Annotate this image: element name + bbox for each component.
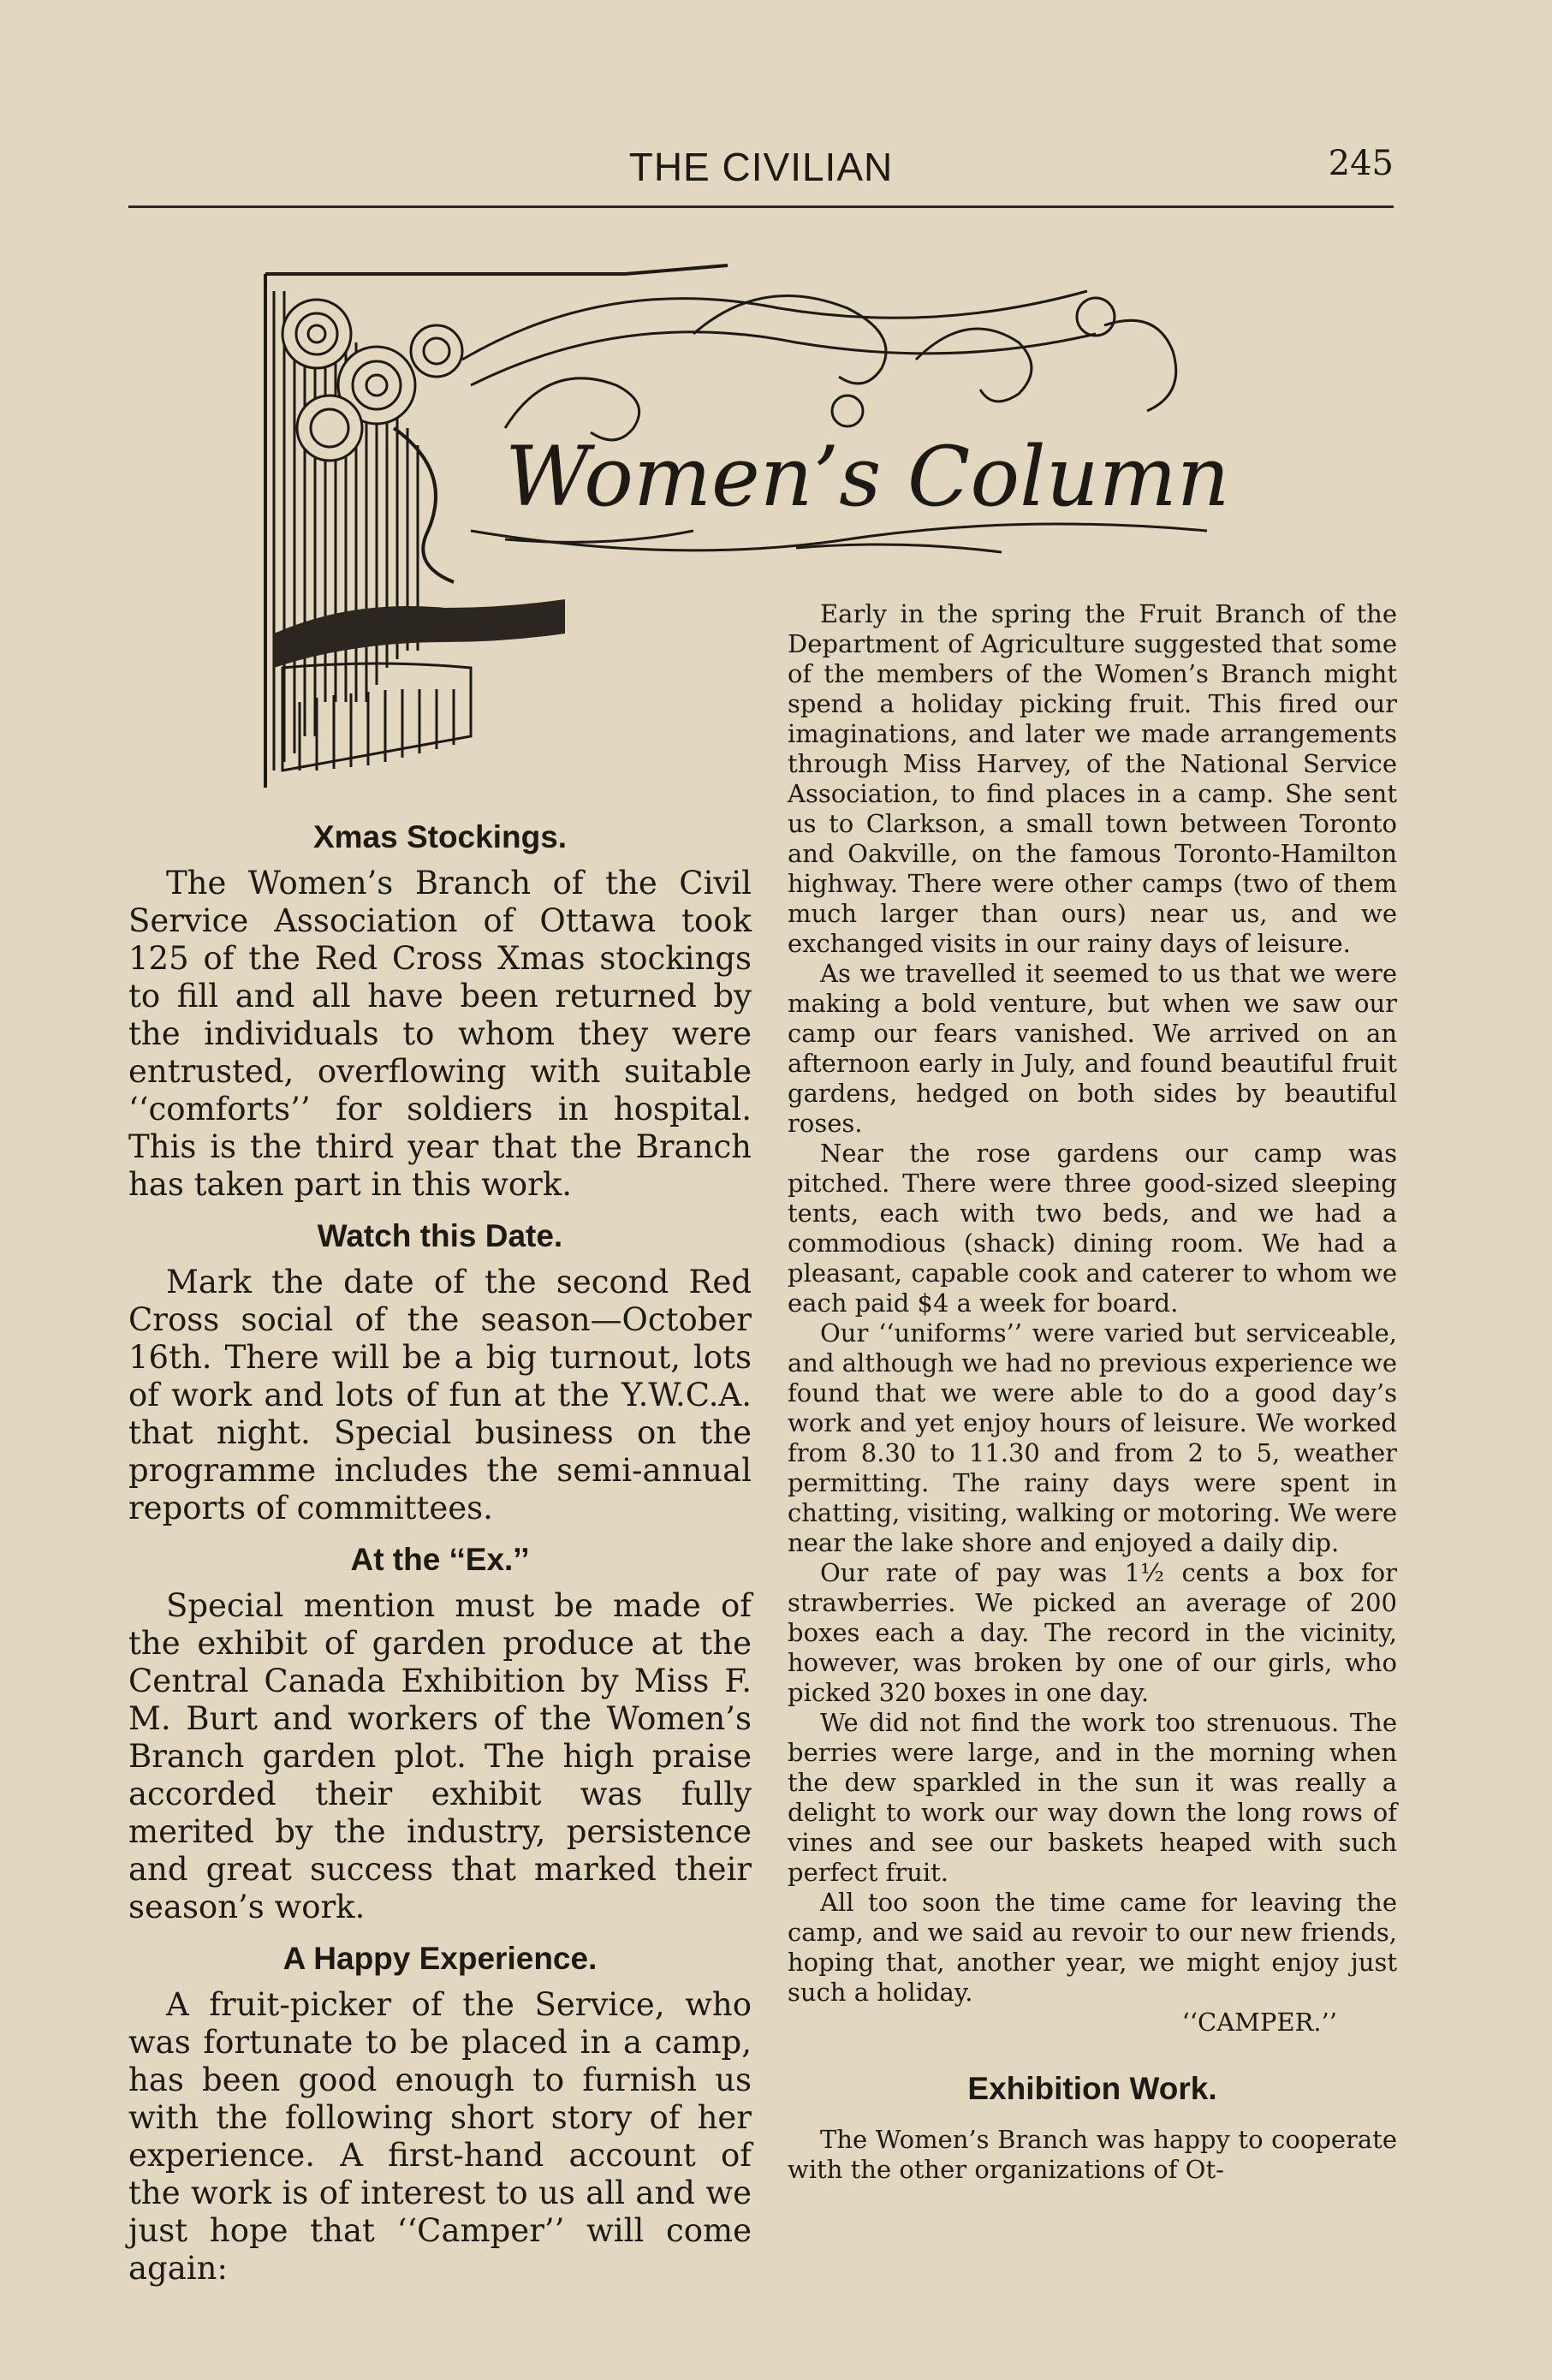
- paragraph-camper-5: Our rate of pay was 1½ cents a box for strawberries. We picked an average of 200 boxes each a day. The record in the vicinity, however, was broken by one of our girls, who picked 320 boxes in one day.: [788, 1558, 1397, 1707]
- banner-title-lettering: Women’s Column: [505, 429, 1230, 525]
- paragraph-camper-7: All too soon the time came for leaving the camp, and we said au revoir to our new friends, hoping that, another year, we might enjoy just such a holiday.: [788, 1888, 1397, 2007]
- heading-watch-this-date: Watch this Date.: [317, 1218, 563, 1253]
- left-column: [128, 805, 752, 2288]
- paragraph-exhibition-work: The Women’s Branch was happy to cooperate with the other organizations of Ot-: [788, 2125, 1397, 2184]
- paragraph-watch-this-date: Mark the date of the second Red Cross social of the season—October 16th. There will be a big turnout, lots of work and lots of fun at the Y.W.C.A. that night. Special business on the programme includes the semi-annual reports of committees.: [128, 1264, 752, 1526]
- running-title: THE CIVILIAN: [628, 145, 894, 189]
- right-column: [788, 599, 1397, 2185]
- heading-happy-experience: A Happy Experience.: [282, 1941, 598, 1976]
- heading-exhibition-work: Exhibition Work.: [967, 2071, 1217, 2106]
- heading-at-the-ex: At the ‘‘Ex.’’: [350, 1542, 530, 1577]
- page-number: 245: [1328, 144, 1394, 183]
- header-rule: [128, 205, 1394, 208]
- paragraph-happy-experience: A fruit-picker of the Service, who was fortunate to be placed in a camp, has been good enough to furnish us with the following short story of her experience. A first-hand account of the work is of interest to us all and we just hope that ‘‘Camper’’ will come again:: [128, 1986, 752, 2287]
- paragraph-xmas-stockings: The Women’s Branch of the Civil Service Association of Ottawa took 125 of the Red Cross Xmas stockings to fill and all have been returned by the individuals to whom they were entrusted, overflowing with suitable ‘‘comforts’’ for soldiers in hospital. This is the third year that the Branch has taken part in this work.: [128, 865, 752, 1203]
- paragraph-camper-4: Our ‘‘uniforms’’ were varied but serviceable, and although we had no previous experience we found that we were able to do a good day’s work and yet enjoy hours of leisure. We worked from 8.30 to 11.30 and from 2 to 5, weather permitting. The rainy days were spent in chatting, visiting, walking or motoring. We were near the lake shore and enjoyed a daily dip.: [788, 1318, 1397, 1557]
- paragraph-camper-2: As we travelled it seemed to us that we were making a bold venture, but when we saw our camp our fears vanished. We arrived on an afternoon early in July, and found beautiful fruit gardens, hedged on both sides by beautiful roses.: [788, 959, 1397, 1138]
- paragraph-camper-1: Early in the spring the Fruit Branch of the Department of Agriculture suggested that some of the members of the Women’s Branch might spend a holiday picking fruit. This fired our imaginations, and later we made arrangements through Miss Harvey, of the National Service Association, to find places in a camp. She sent us to Clarkson, a small town between Toronto and Oakville, on the famous Toronto-Hamilton highway. There were other camps (two of them much larger than ours) near us, and we exchanged visits in our rainy days of leisure.: [788, 599, 1397, 958]
- paragraph-at-the-ex: Special mention must be made of the exhibit of garden produce at the Central Canada Exhibition by Miss F. M. Burt and workers of the Women’s Branch garden plot. The high praise accorded their exhibit was fully merited by the industry, persistence and great success that marked their season’s work.: [128, 1587, 752, 1925]
- signature-camper: ‘‘CAMPER.’’: [1181, 2008, 1337, 2037]
- running-header: [128, 144, 1394, 195]
- paragraph-camper-3: Near the rose gardens our camp was pitched. There were three good-sized sleeping tents, each with two beds, and we had a commodious (shack) dining room. We had a pleasant, capable cook and caterer to whom we each paid $4 a week for board.: [788, 1139, 1397, 1318]
- paragraph-camper-6: We did not find the work too strenuous. The berries were large, and in the morning when the dew sparkled in the sun it was really a delight to work our way down the long rows of vines and see our baskets heaped with such perfect fruit.: [788, 1708, 1397, 1887]
- heading-xmas-stockings: Xmas Stockings.: [312, 819, 568, 854]
